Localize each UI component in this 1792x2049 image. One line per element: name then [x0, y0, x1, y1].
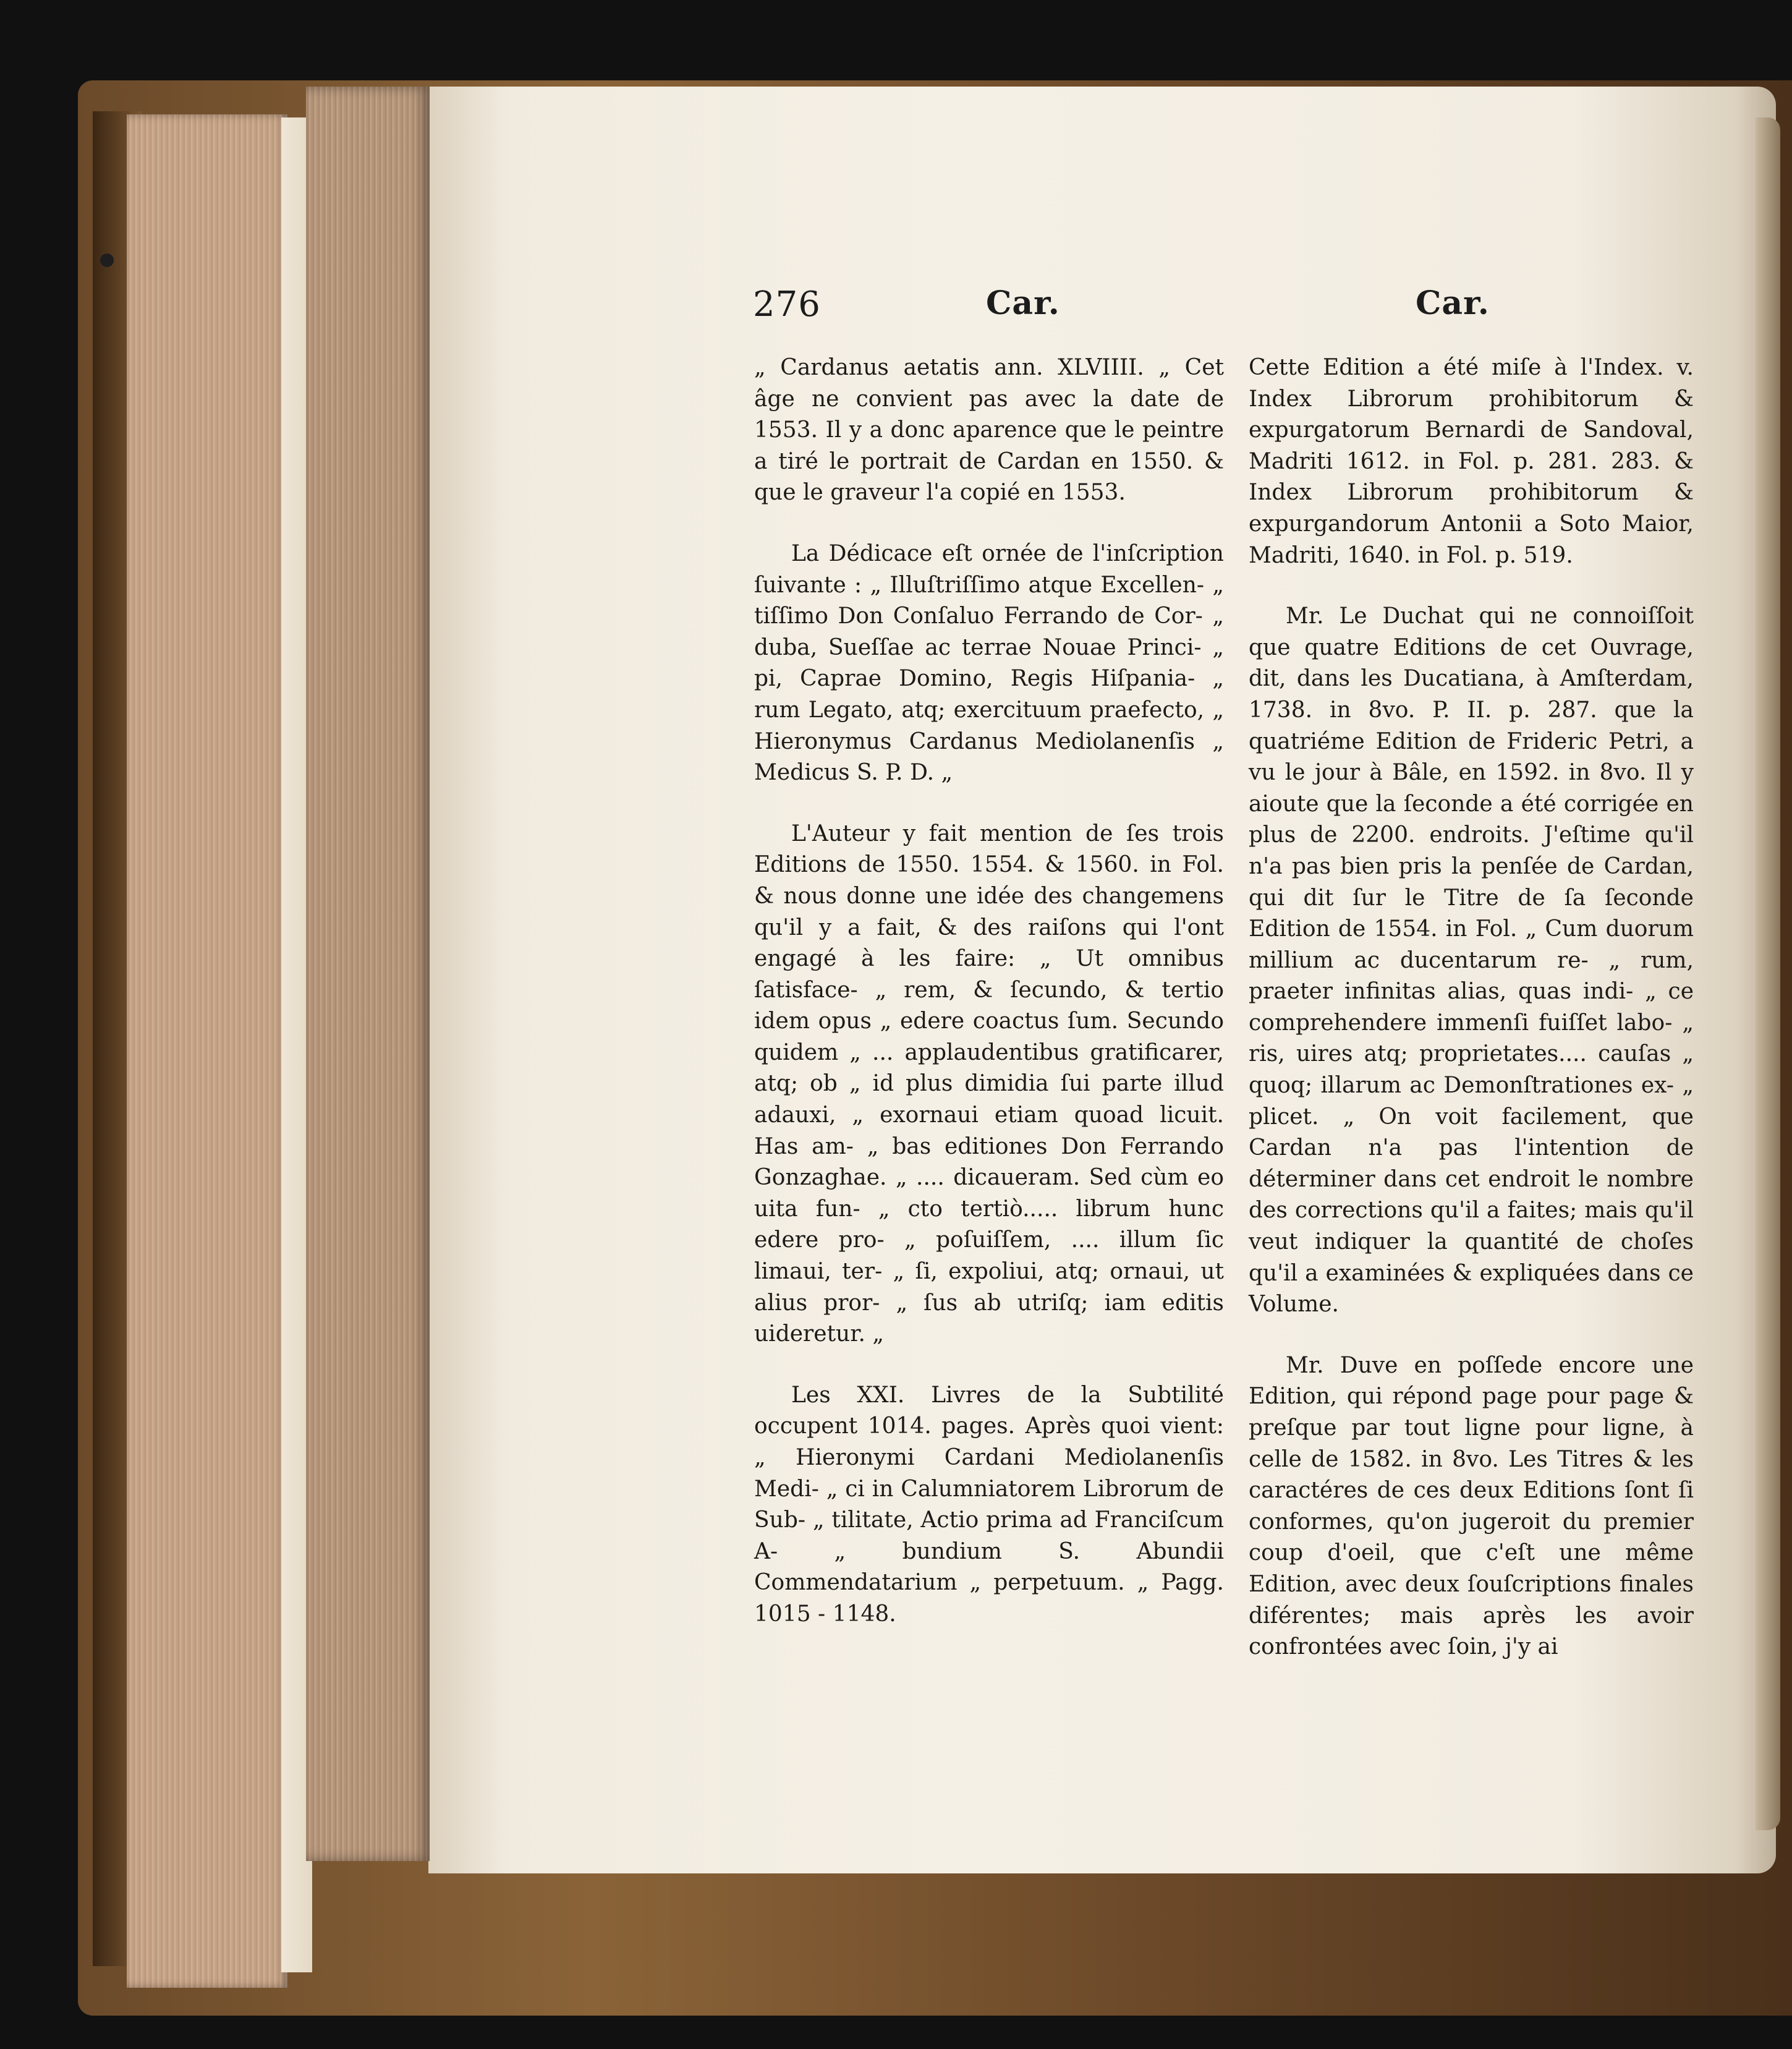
paragraph: La Dédicace eſt ornée de l'inſcription ſuivante : „ Illuſtriſſimo atque Excellen- „ tiſſimo Don Conſaluo Ferrando de Cor- „ duba, Sueſſae ac terrae Nouae Princi- „ pi, Caprae Domino, Regis Hiſpania- „ rum Legato, atq; exercituum praefecto, „ Hieronymus Cardanus Mediolanenſis „ Medicus S. P. D. „: [754, 540, 1224, 786]
paragraph: Cette Edition a été miſe à l'Index. v. Index Librorum prohibitorum & expurgatorum Bernardi de Sandoval, Madriti 1612. in Fol. p. 281. 283. & Index Librorum prohibitorum & expurgandorum Antonii a Soto Maior, Madriti, 1640. in Fol. p. 519.: [1249, 355, 1694, 568]
page-fore-edge: [1756, 117, 1780, 1830]
cover-pin: [100, 253, 114, 267]
paragraph: L'Auteur y fait mention de ſes trois Editions de 1550. 1554. & 1560. in Fol. & nous donne une idée des changemens qu'il y a fait, & des raiſons qui l'ont engagé à les faire: „ Ut omnibus ſatisface- „ rem, & ſecundo, & tertio idem opus „ edere coactus ſum. Secundo quidem „ ... applaudentibus gratificarer, atq; ob „ id plus dimidia ſui parte illud adauxi, „ exornaui etiam quoad licuit. Has am- „ bas editiones Don Ferrando Gonzaghae. „ .... dicaueram. Sed cùm eo uita fun- „ cto tertiò..... librum hunc edere pro- „ poſuiſſem, .... illum ſic limaui, ter- „ ſi, expoliui, atq; ornaui, ut alius pror- „ ſus ab utriſq; iam editis uideretur. „: [754, 820, 1224, 1347]
running-head-right: Car.: [1416, 284, 1490, 322]
paragraph: Mr. Le Duchat qui ne connoiſſoit que quatre Editions de cet Ouvrage, dit, dans les Ducatiana, à Amſterdam, 1738. in 8vo. P. II. p. 287. que la quatriéme Edition de Frideric Petri, a vu le jour à Bâle, en 1592. in 8vo. Il y aioute que la ſeconde a été corrigée en plus de 2200. endroits. J'eſtime qu'il n'a pas bien pris la penſée de Cardan, qui dit ſur le Titre de ſa ſeconde Edition de 1554. in Fol. „ Cum duorum millium ac ducentarum re- „ rum, praeter infinitas alias, quas indi- „ ce comprehendere immenſi fuiſſet labo- „ ris, uires atq; proprietates.... cauſas „ quoq; illarum ac Demonſtrationes ex- „ plicet. „ On voit facilement, que Cardan n'a pas l'intention de déterminer dans cet endroit le nombre des corrections qu'il a faites; mais qu'il veut indiquer la quantité de choſes qu'il a examinées & expliquées dans ce Volume.: [1249, 603, 1694, 1318]
running-head-left: Car.: [986, 284, 1060, 322]
paragraph: Les XXI. Livres de la Subtilité occupent 1014. pages. Après quoi vient: „ Hieronymi Cardani Mediolanenſis Medi- „ ci in Calumniatorem Librorum de Sub- „ tilitate, Actio prima ad Franciſcum A- „ bundium S. Abundii Commendatarium „ perpetuum. „ Pagg. 1015 - 1148.: [754, 1382, 1224, 1627]
left-page-edges: [127, 114, 287, 1988]
page-number: 276: [753, 284, 821, 325]
paragraph: „ Cardanus aetatis ann. XLVIIII. „ Cet âge ne convient pas avec la date de 1553. Il y a donc aparence que le peintre a tiré le portrait de Cardan en 1550. & que le graveur l'a copié en 1553.: [754, 355, 1224, 506]
right-text-column: [1249, 352, 1694, 1663]
right-page-edges: [306, 87, 430, 1861]
left-text-column: [754, 352, 1224, 1630]
paragraph: Mr. Duve en poſſede encore une Edition, qui répond page pour page & preſque par tout ligne pour ligne, à celle de 1582. in 8vo. Les Titres & les caractéres de ces deux Editions ſont ſi conformes, qu'on jugeroit du premier coup d'oeil, que c'eſt une même Edition, avec deux ſouſcriptions finales diférentes; mais après les avoir confrontées avec ſoin, j'y ai: [1249, 1352, 1694, 1660]
